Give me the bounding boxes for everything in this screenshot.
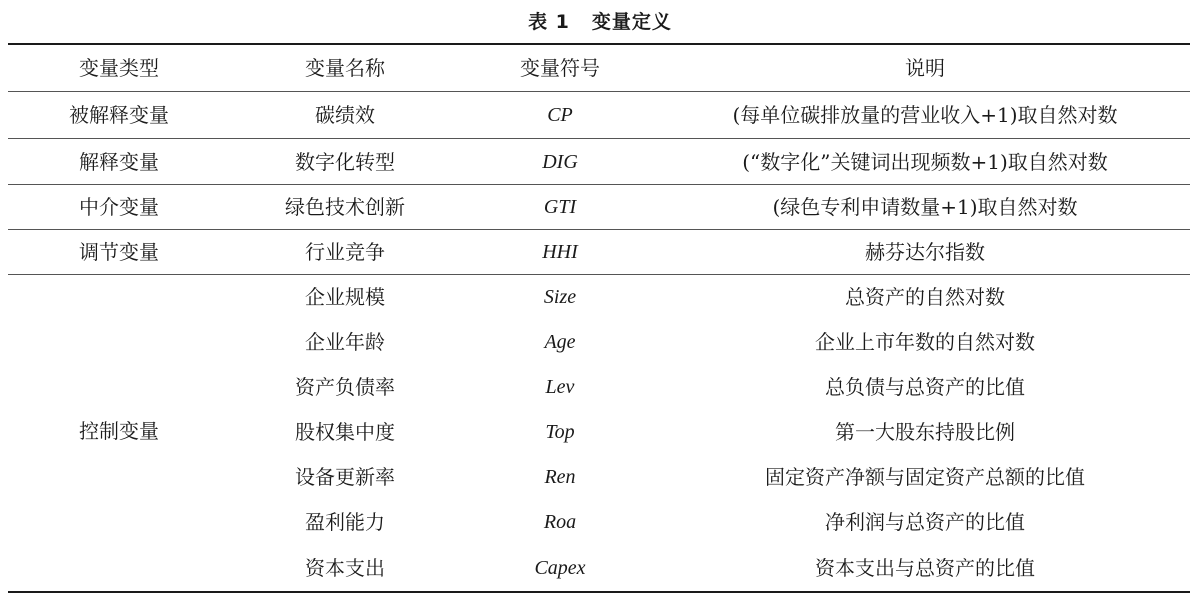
- row-symbol: Ren: [544, 466, 576, 488]
- table-title: 变量定义: [591, 11, 672, 33]
- row-name: 行业竞争: [305, 240, 385, 264]
- row-desc: 固定资产净额与固定资产总额的比值: [765, 465, 1085, 489]
- row-name: 资产负债率: [295, 375, 395, 399]
- table-row: [8, 499, 1190, 545]
- row-desc: (绿色专利申请数量+1)取自然对数: [772, 195, 1078, 219]
- table-row: [8, 92, 1190, 138]
- row-type: 调节变量: [79, 240, 159, 264]
- row-type: 解释变量: [79, 150, 159, 174]
- row-symbol: Age: [544, 331, 576, 353]
- header-row: [8, 45, 1190, 91]
- row-symbol: Top: [545, 421, 575, 443]
- table-row: [8, 139, 1190, 185]
- row-symbol: CP: [547, 104, 573, 126]
- row-name: 股权集中度: [295, 420, 395, 444]
- table-row: [8, 229, 1190, 275]
- header-symbol: 变量符号: [520, 56, 600, 80]
- row-type: 中介变量: [79, 195, 159, 219]
- row-desc: 总资产的自然对数: [845, 285, 1005, 309]
- row-symbol: Capex: [534, 557, 586, 579]
- row-name: 数字化转型: [295, 150, 395, 174]
- header-type: 变量类型: [79, 56, 159, 80]
- bottom-rule: [8, 591, 1190, 593]
- row-symbol: GTI: [543, 196, 577, 218]
- row-symbol: Lev: [545, 376, 575, 398]
- table-number: 表 1: [528, 11, 570, 33]
- row-desc: 净利润与总资产的比值: [825, 510, 1025, 534]
- row-desc: 资本支出与总资产的比值: [815, 556, 1035, 580]
- table-row: [8, 545, 1190, 591]
- row-name: 资本支出: [305, 556, 385, 580]
- row-symbol: Roa: [543, 511, 577, 533]
- row-desc: (每单位碳排放量的营业收入+1)取自然对数: [732, 103, 1118, 127]
- table-row: [8, 409, 1190, 455]
- row-name: 盈利能力: [305, 510, 385, 534]
- row-name: 绿色技术创新: [285, 195, 405, 219]
- row-symbol: Size: [543, 286, 577, 308]
- table-caption: [0, 6, 1200, 38]
- row-symbol: DIG: [542, 151, 578, 173]
- row-name: 企业规模: [305, 285, 385, 309]
- row-type: 被解释变量: [69, 103, 169, 127]
- table-row: [8, 184, 1190, 230]
- header-desc: 说明: [905, 56, 945, 80]
- row-desc: 赫芬达尔指数: [865, 240, 985, 264]
- table-row: [8, 274, 1190, 320]
- row-desc: 总负债与总资产的比值: [825, 375, 1025, 399]
- row-desc: (“数字化”关键词出现频数+1)取自然对数: [742, 150, 1108, 174]
- header-name: 变量名称: [305, 56, 385, 80]
- table-row: [8, 319, 1190, 365]
- table-row: [8, 364, 1190, 410]
- table-row: [8, 454, 1190, 500]
- row-name: 设备更新率: [295, 465, 395, 489]
- row-desc: 第一大股东持股比例: [835, 420, 1015, 444]
- row-symbol: HHI: [542, 241, 578, 263]
- row-name: 企业年龄: [305, 330, 385, 354]
- control-type-label: 控制变量: [79, 419, 159, 443]
- row-desc: 企业上市年数的自然对数: [815, 330, 1035, 354]
- row-name: 碳绩效: [315, 103, 375, 127]
